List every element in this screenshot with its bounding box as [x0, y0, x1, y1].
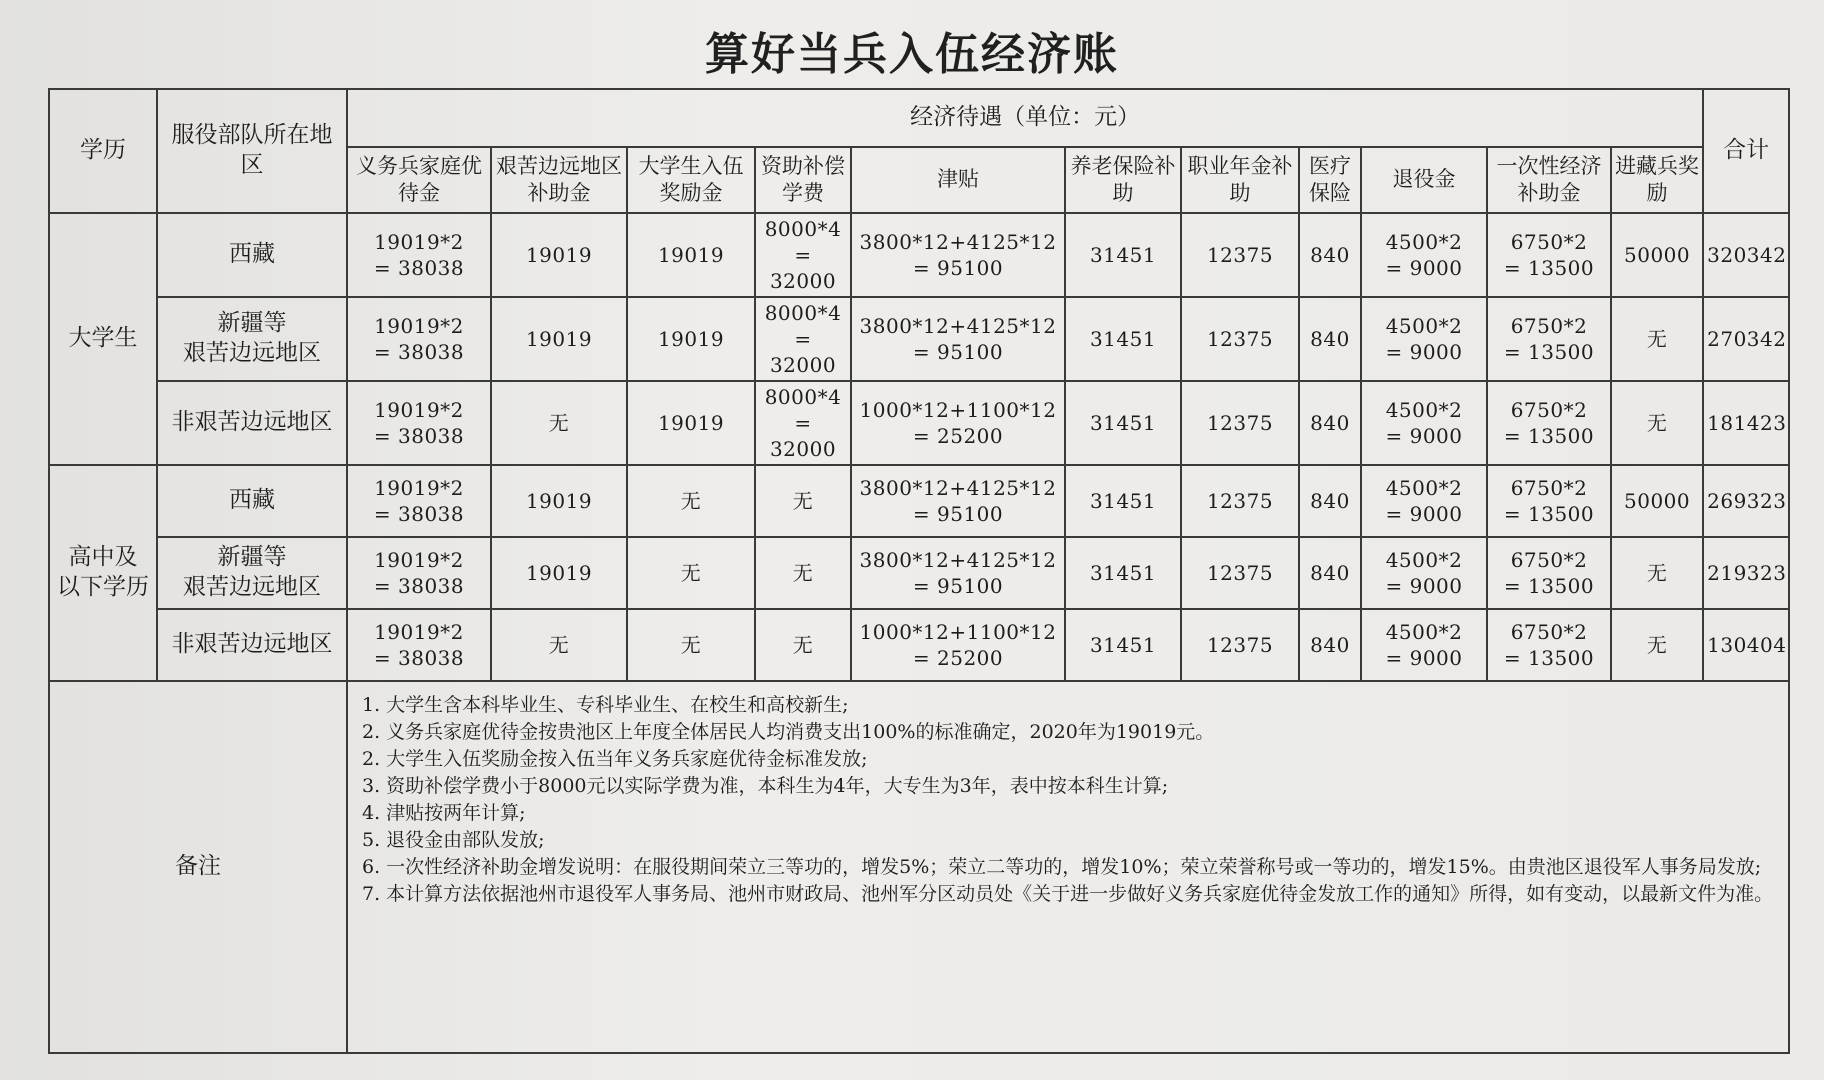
- value-cell-tibet-bonus: 50000: [1611, 465, 1703, 537]
- table-row: [49, 465, 1789, 537]
- value-cell-retirement-pay: 4500*2 = 9000: [1361, 381, 1487, 465]
- value-cell-one-time-subsidy: 6750*2 = 13500: [1487, 381, 1611, 465]
- value-cell-allowance: 3800*12+4125*12 = 95100: [851, 213, 1065, 297]
- value-cell-college-enlistment-bonus: 无: [627, 609, 755, 681]
- header-medical-insurance: 医疗保险: [1299, 147, 1361, 213]
- value-cell-family-allowance: 19019*2 = 38038: [347, 381, 491, 465]
- value-cell-pension-subsidy: 31451: [1065, 381, 1181, 465]
- value-cell-pension-subsidy: 31451: [1065, 213, 1181, 297]
- value-cell-allowance: 3800*12+4125*12 = 95100: [851, 297, 1065, 381]
- value-cell-annuity-subsidy: 12375: [1181, 297, 1299, 381]
- total-cell: 219323: [1703, 537, 1789, 609]
- value-cell-hardship-subsidy: 19019: [491, 537, 627, 609]
- region-cell: 西藏: [157, 465, 347, 537]
- value-cell-college-enlistment-bonus: 19019: [627, 297, 755, 381]
- value-cell-annuity-subsidy: 12375: [1181, 537, 1299, 609]
- value-cell-family-allowance: 19019*2 = 38038: [347, 297, 491, 381]
- benefits-table: [48, 88, 1790, 1054]
- notes-list: [362, 692, 1774, 908]
- header-tibet-bonus: 进藏兵奖励: [1611, 147, 1703, 213]
- header-retirement-pay: 退役金: [1361, 147, 1487, 213]
- region-cell: 非艰苦边远地区: [157, 609, 347, 681]
- page-title: 算好当兵入伍经济账: [705, 29, 1119, 80]
- table-row: [49, 609, 1789, 681]
- header-total: 合计: [1703, 89, 1789, 213]
- value-cell-hardship-subsidy: 无: [491, 609, 627, 681]
- value-cell-allowance: 3800*12+4125*12 = 95100: [851, 537, 1065, 609]
- value-cell-one-time-subsidy: 6750*2 = 13500: [1487, 297, 1611, 381]
- value-cell-annuity-subsidy: 12375: [1181, 609, 1299, 681]
- value-cell-college-enlistment-bonus: 19019: [627, 213, 755, 297]
- value-cell-medical-insurance: 840: [1299, 381, 1361, 465]
- table-row: [49, 537, 1789, 609]
- value-cell-medical-insurance: 840: [1299, 609, 1361, 681]
- value-cell-tibet-bonus: 无: [1611, 609, 1703, 681]
- header-annuity-subsidy: 职业年金补助: [1181, 147, 1299, 213]
- value-cell-medical-insurance: 840: [1299, 297, 1361, 381]
- value-cell-tuition-compensation: 无: [755, 465, 851, 537]
- note-item: 1. 大学生含本科毕业生、专科毕业生、在校生和高校新生;: [362, 694, 849, 716]
- header-family-allowance: 义务兵家庭优待金: [347, 147, 491, 213]
- header-unit-region: 服役部队所在地区: [157, 89, 347, 213]
- region-cell: 新疆等 艰苦边远地区: [157, 297, 347, 381]
- value-cell-tibet-bonus: 无: [1611, 381, 1703, 465]
- header-pension-subsidy: 养老保险补助: [1065, 147, 1181, 213]
- value-cell-tuition-compensation: 无: [755, 609, 851, 681]
- value-cell-tibet-bonus: 50000: [1611, 213, 1703, 297]
- value-cell-pension-subsidy: 31451: [1065, 609, 1181, 681]
- value-cell-family-allowance: 19019*2 = 38038: [347, 537, 491, 609]
- header-college-enlistment-bonus: 大学生入伍奖励金: [627, 147, 755, 213]
- note-item: 2. 大学生入伍奖励金按入伍当年义务兵家庭优待金标准发放;: [362, 747, 868, 770]
- value-cell-retirement-pay: 4500*2 = 9000: [1361, 537, 1487, 609]
- value-cell-pension-subsidy: 31451: [1065, 465, 1181, 537]
- value-cell-college-enlistment-bonus: 无: [627, 537, 755, 609]
- value-cell-one-time-subsidy: 6750*2 = 13500: [1487, 213, 1611, 297]
- value-cell-retirement-pay: 4500*2 = 9000: [1361, 609, 1487, 681]
- note-item: 5. 退役金由部队发放;: [362, 828, 545, 851]
- note-item: 6. 一次性经济补助金增发说明：在服役期间荣立三等功的，增发5%；荣立二等功的，增发10%；荣立荣誉称号或一等功的，增发15%。由贵池区退役军人事务局发放;: [362, 855, 1762, 878]
- value-cell-one-time-subsidy: 6750*2 = 13500: [1487, 609, 1611, 681]
- total-cell: 269323: [1703, 465, 1789, 537]
- value-cell-pension-subsidy: 31451: [1065, 297, 1181, 381]
- value-cell-one-time-subsidy: 6750*2 = 13500: [1487, 537, 1611, 609]
- total-cell: 130404: [1703, 609, 1789, 681]
- note-item: 4. 津贴按两年计算;: [362, 801, 526, 824]
- value-cell-tuition-compensation: 8000*4 = 32000: [755, 381, 851, 465]
- header-allowance: 津贴: [851, 147, 1065, 213]
- table-row: [49, 297, 1789, 381]
- value-cell-tibet-bonus: 无: [1611, 537, 1703, 609]
- value-cell-annuity-subsidy: 12375: [1181, 465, 1299, 537]
- value-cell-medical-insurance: 840: [1299, 465, 1361, 537]
- total-cell: 320342: [1703, 213, 1789, 297]
- value-cell-tibet-bonus: 无: [1611, 297, 1703, 381]
- value-cell-retirement-pay: 4500*2 = 9000: [1361, 465, 1487, 537]
- value-cell-tuition-compensation: 无: [755, 537, 851, 609]
- value-cell-family-allowance: 19019*2 = 38038: [347, 465, 491, 537]
- region-cell: 非艰苦边远地区: [157, 381, 347, 465]
- value-cell-allowance: 3800*12+4125*12 = 95100: [851, 465, 1065, 537]
- value-cell-college-enlistment-bonus: 19019: [627, 381, 755, 465]
- header-education: 学历: [49, 89, 157, 213]
- header-one-time-subsidy: 一次性经济补助金: [1487, 147, 1611, 213]
- table-row: [49, 213, 1789, 297]
- value-cell-annuity-subsidy: 12375: [1181, 381, 1299, 465]
- value-cell-medical-insurance: 840: [1299, 537, 1361, 609]
- total-cell: 270342: [1703, 297, 1789, 381]
- header-tuition-compensation: 资助补偿学费: [755, 147, 851, 213]
- notes-content: [347, 681, 1789, 1053]
- value-cell-one-time-subsidy: 6750*2 = 13500: [1487, 465, 1611, 537]
- value-cell-retirement-pay: 4500*2 = 9000: [1361, 297, 1487, 381]
- value-cell-pension-subsidy: 31451: [1065, 537, 1181, 609]
- value-cell-hardship-subsidy: 无: [491, 381, 627, 465]
- value-cell-hardship-subsidy: 19019: [491, 297, 627, 381]
- value-cell-tuition-compensation: 8000*4 = 32000: [755, 297, 851, 381]
- header-benefits: 经济待遇（单位：元）: [347, 89, 1703, 147]
- value-cell-retirement-pay: 4500*2 = 9000: [1361, 213, 1487, 297]
- value-cell-hardship-subsidy: 19019: [491, 465, 627, 537]
- notes-label: 备注: [49, 681, 347, 1053]
- education-group: 大学生: [49, 213, 157, 465]
- value-cell-college-enlistment-bonus: 无: [627, 465, 755, 537]
- education-group: 高中及 以下学历: [49, 465, 157, 681]
- value-cell-allowance: 1000*12+1100*12 = 25200: [851, 381, 1065, 465]
- value-cell-family-allowance: 19019*2 = 38038: [347, 213, 491, 297]
- note-item: 3. 资助补偿学费小于8000元以实际学费为准，本科生为4年，大专生为3年，表中按本科生计算;: [362, 774, 1169, 797]
- region-cell: 西藏: [157, 213, 347, 297]
- value-cell-annuity-subsidy: 12375: [1181, 213, 1299, 297]
- value-cell-medical-insurance: 840: [1299, 213, 1361, 297]
- notes-row: [49, 681, 1789, 1053]
- note-item: 7. 本计算方法依据池州市退役军人事务局、池州市财政局、池州军分区动员处《关于进一步做好义务兵家庭优待金发放工作的通知》所得，如有变动，以最新文件为准。: [362, 882, 1774, 905]
- table-row: [49, 381, 1789, 465]
- value-cell-hardship-subsidy: 19019: [491, 213, 627, 297]
- header-hardship-subsidy: 艰苦边远地区补助金: [491, 147, 627, 213]
- value-cell-tuition-compensation: 8000*4 = 32000: [755, 213, 851, 297]
- region-cell: 新疆等 艰苦边远地区: [157, 537, 347, 609]
- value-cell-family-allowance: 19019*2 = 38038: [347, 609, 491, 681]
- value-cell-allowance: 1000*12+1100*12 = 25200: [851, 609, 1065, 681]
- note-item: 2. 义务兵家庭优待金按贵池区上年度全体居民人均消费支出100%的标准确定，2020年为19019元。: [362, 720, 1215, 743]
- total-cell: 181423: [1703, 381, 1789, 465]
